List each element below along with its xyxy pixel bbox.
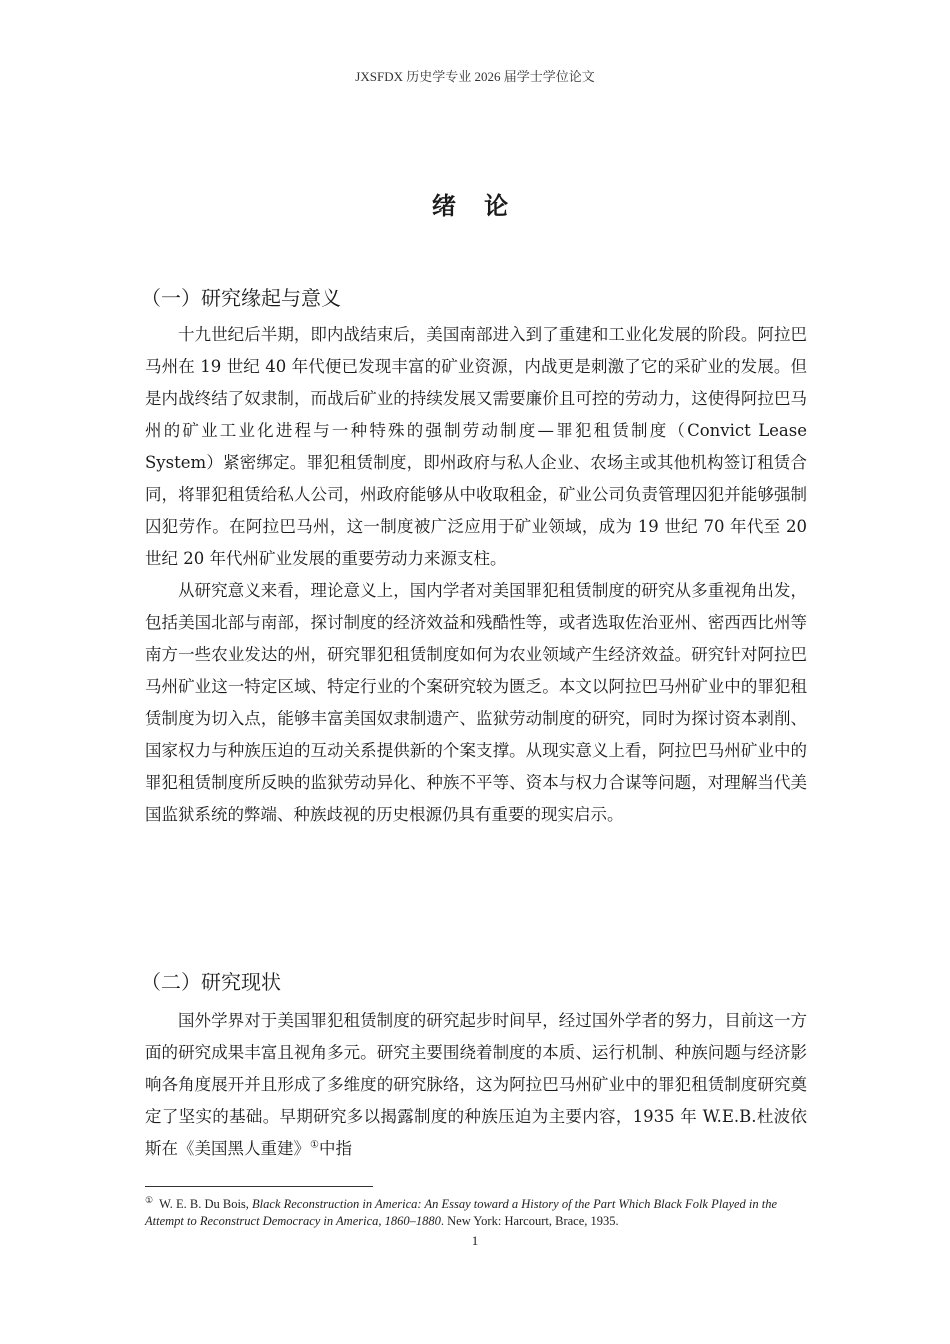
section-research-status bbox=[141, 967, 807, 1165]
footnote-publisher: . New York: Harcourt, Brace, 1935. bbox=[440, 1214, 619, 1228]
paragraph: 从研究意义来看，理论意义上，国内学者对美国罪犯租赁制度的研究从多重视角出发，包括美国北部与南部，探讨制度的经济效益和残酷性等，或者选取佐治亚州、密西西比州等南方一些农业发达的州，研究罪犯租赁制度如何为农业领域产生经济效益。研究针对阿拉巴马州矿业这一特定区域、特定行业的个案研究较为匮乏。本文以阿拉巴马州矿业中的罪犯租赁制度为切入点，能够丰富美国奴隶制遗产、监狱劳动制度的研究，同时为探讨资本剥削、国家权力与种族压迫的互动关系提供新的个案支撑。从现实意义上看，阿拉巴马州矿业中的罪犯租赁制度所反映的监狱劳动异化、种族不平等、资本与权力合谋等问题，对理解当代美国监狱系统的弊端、种族歧视的历史根源仍具有重要的现实启示。 bbox=[145, 581, 807, 824]
section-heading: （一）研究缘起与意义 bbox=[141, 286, 341, 310]
footnote-divider bbox=[145, 1186, 373, 1187]
footnote-reference[interactable]: ① bbox=[310, 1139, 319, 1151]
paragraph-text-tail: 中指 bbox=[318, 1139, 352, 1158]
paragraph bbox=[145, 1005, 807, 1165]
paragraph: 十九世纪后半期，即内战结束后，美国南部进入到了重建和工业化发展的阶段。阿拉巴马州在 19 世纪 40 年代便已发现丰富的矿业资源，内战更是刺激了它的采矿业的发展。但是内战终结了奴隶制，而战后矿业的持续发展又需要廉价且可控的劳动力，这使得阿拉巴马州的矿业工业化进程与一种特殊的强制劳动制度—罪犯租赁制度（Convict Lease System）紧密绑定。罪犯租赁制度，即州政府与私人企业、农场主或其他机构签订租赁合同，将罪犯租赁给私人公司，州政府能够从中收取租金，矿业公司负责管理囚犯并能够强制囚犯劳作。在阿拉巴马州，这一制度被广泛应用于矿业领域，成为 19 世纪 70 年代至 20 世纪 20 年代州矿业发展的重要劳动力来源支柱。 bbox=[145, 325, 807, 568]
section-heading: （二）研究现状 bbox=[141, 970, 281, 994]
page-number: 1 bbox=[471, 1233, 479, 1248]
chapter-title: 绪 论 bbox=[431, 192, 519, 220]
footnote-author: W. E. B. Du Bois, bbox=[159, 1197, 249, 1211]
footnote bbox=[145, 1196, 810, 1230]
running-header: JXSFDX 历史学专业 2026 届学士学位论文 bbox=[355, 69, 595, 84]
footnote-book-title: Black Reconstruction in America: An Essay toward a History of the Part Which Black Folk Played in the Attempt to Reconstruct Democracy in America, 1860–1880 bbox=[145, 1197, 778, 1228]
section-origin-significance bbox=[141, 283, 807, 831]
paragraph-text: 国外学界对于美国罪犯租赁制度的研究起步时间早，经过国外学者的努力，目前这一方面的研究成果丰富且视角多元。研究主要围绕着制度的本质、运行机制、种族问题与经济影响各角度展开并且形成了多维度的研究脉络，这为阿拉巴马州矿业中的罪犯租赁制度研究奠定了坚实的基础。早期研究多以揭露制度的种族压迫为主要内容，1935 年 W.E.B.杜波依斯在《美国黑人重建》 bbox=[145, 1011, 807, 1158]
footnote-mark: ① bbox=[145, 1194, 154, 1205]
